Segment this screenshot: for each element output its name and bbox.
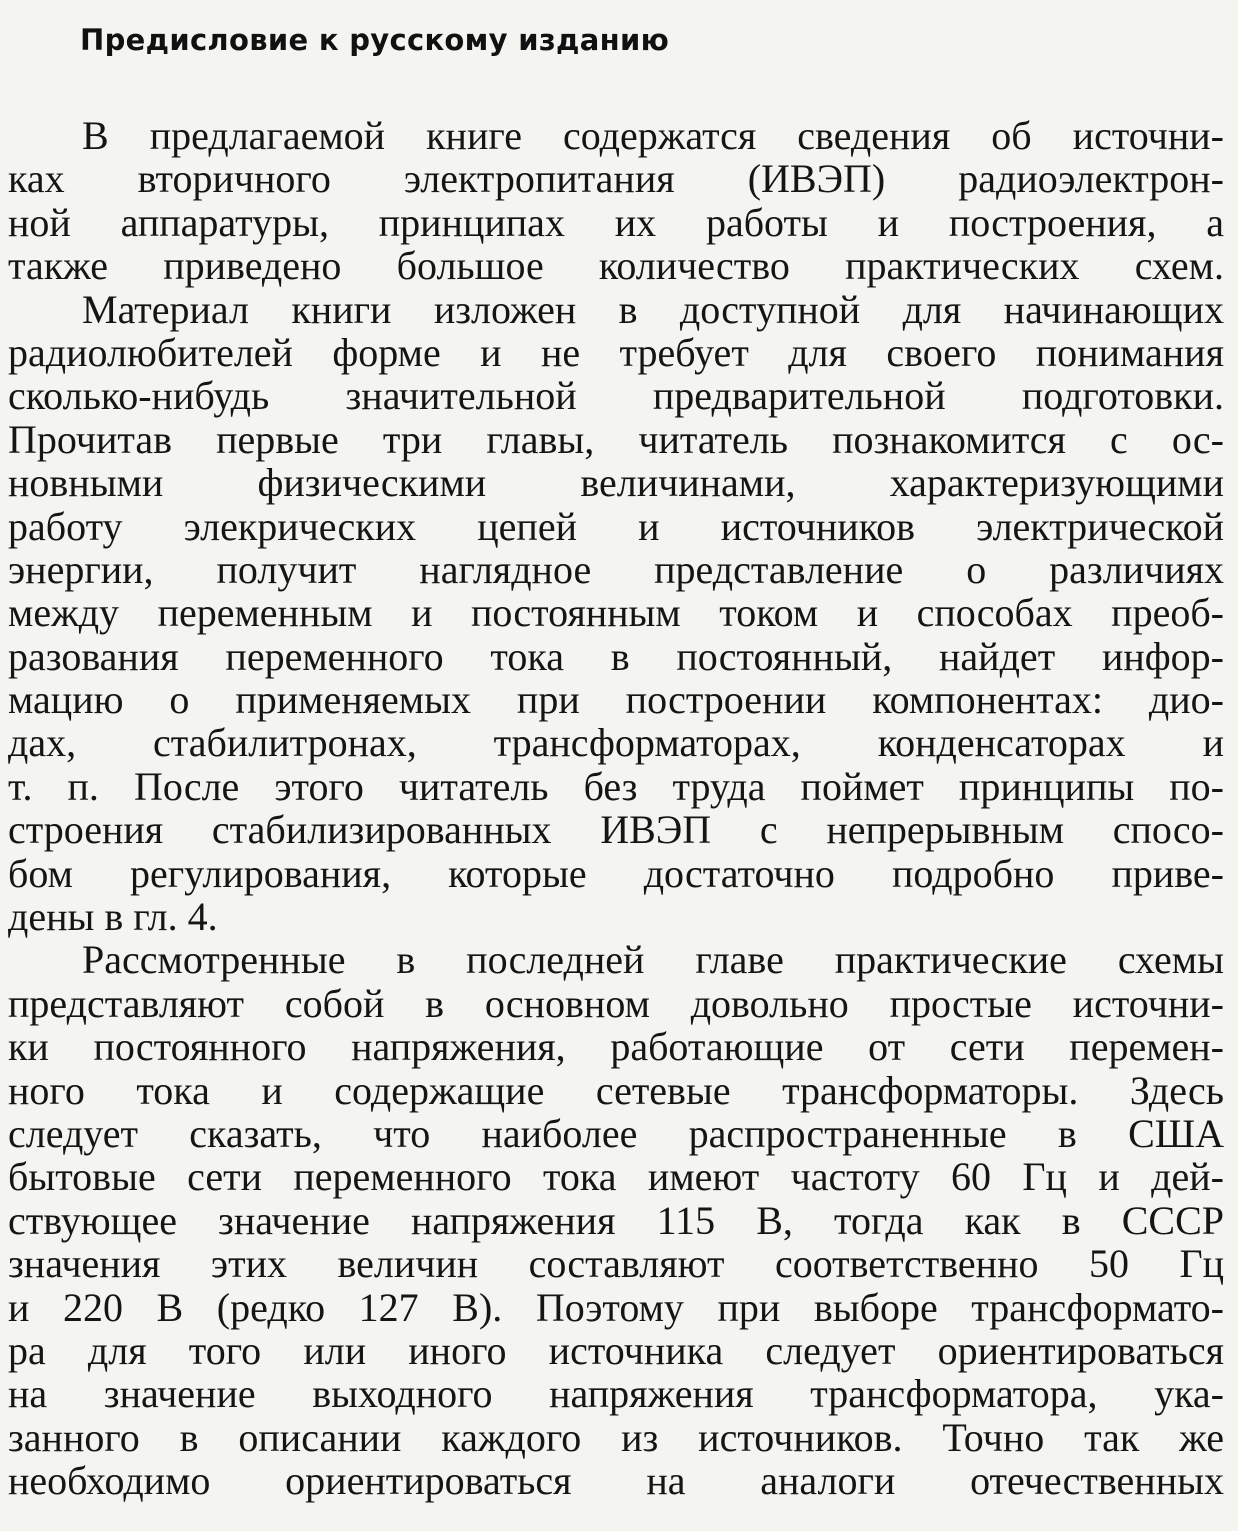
text-line: представляют собой в основном довольно простые источни-: [8, 980, 1224, 1026]
text-line: энергии, получит наглядное представление о различиях: [8, 546, 1224, 592]
text-line: новными физическими величинами, характеризующими: [8, 460, 1224, 506]
text-line: также приведено большое количество практических схем.: [8, 243, 1224, 289]
text-line: строения стабилизированных ИВЭП с непрерывным спосо-: [8, 807, 1224, 853]
text-line: следует сказать, что наиболее распространенные в США: [8, 1110, 1224, 1156]
section-heading: Предисловие к русскому изданию: [80, 23, 670, 57]
body-text: [8, 114, 1224, 1503]
text-line: Рассмотренные в последней главе практические схемы: [82, 937, 1224, 983]
text-line: ного тока и содержащие сетевые трансформаторы. Здесь: [8, 1067, 1224, 1113]
text-line: ствующее значение напряжения 115 В, тогда как в СССР: [8, 1197, 1224, 1243]
text-line: Материал книги изложен в доступной для начинающих: [82, 286, 1224, 332]
text-line: между переменным и постоянным током и способах преоб-: [8, 590, 1224, 636]
text-line: бытовые сети переменного тока имеют частоту 60 Гц и дей-: [8, 1154, 1224, 1200]
text-line: ки постоянного напряжения, работающие от сети перемен-: [8, 1024, 1224, 1070]
text-line: дах, стабилитронах, трансформаторах, конденсаторах и: [8, 720, 1224, 766]
text-line: бом регулирования, которые достаточно подробно приве-: [8, 850, 1224, 896]
text-line: необходимо ориентироваться на аналоги отечественных: [8, 1458, 1224, 1504]
text-line: ра для того или иного источника следует ориентироваться: [8, 1327, 1224, 1373]
text-line: значения этих величин составляют соответственно 50 Гц: [8, 1241, 1224, 1287]
text-line: разования переменного тока в постоянный, найдет инфор-: [8, 633, 1224, 679]
text-line: на значение выходного напряжения трансформатора, ука-: [8, 1371, 1224, 1417]
text-line: занного в описании каждого из источников. Точно так же: [8, 1414, 1224, 1460]
text-line: т. п. После этого читатель без труда поймет принципы по-: [8, 763, 1224, 809]
text-line: и 220 В (редко 127 В). Поэтому при выборе трансформато-: [8, 1284, 1224, 1330]
text-line: дены в гл. 4.: [8, 894, 218, 940]
text-line: ках вторичного электропитания (ИВЭП) радиоэлектрон-: [8, 156, 1224, 202]
text-line: радиолюбителей форме и не требует для своего понимания: [8, 329, 1224, 375]
text-line: работу элекрических цепей и источников электрической: [8, 503, 1224, 549]
text-line: мацию о применяемых при построении компонентах: дио-: [8, 677, 1224, 723]
text-line: сколько-нибудь значительной предварительной подготовки.: [8, 373, 1224, 419]
text-line: В предлагаемой книге содержатся сведения об источни-: [82, 113, 1224, 158]
text-line: Прочитав первые три главы, читатель познакомится с ос-: [8, 416, 1224, 462]
text-line: ной аппаратуры, принципах их работы и построения, а: [8, 199, 1224, 245]
